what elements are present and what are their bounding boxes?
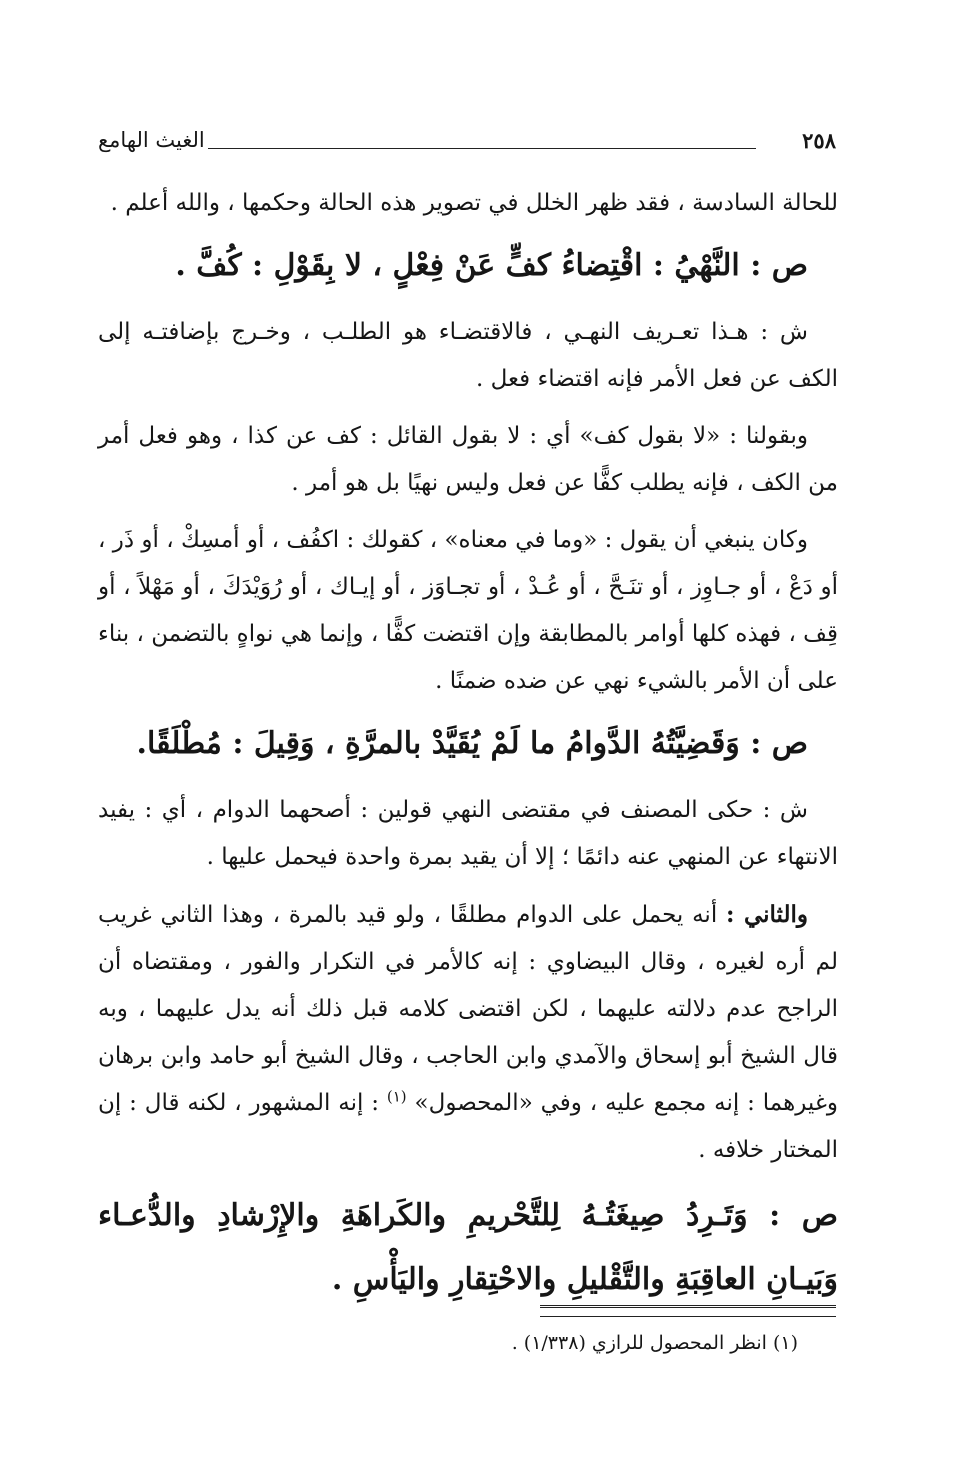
footnote-reference[interactable]: (١) [386, 1087, 407, 1106]
sharh-paragraph: ش : هـذا تعـريف النهـي ، فالاقتضـاء هو الطلـب ، وخـرج بإضافتـه إلى الكف عن فعل الأمر فإنه اقتضاء فعل . [98, 319, 838, 392]
matn-siyagh: ص : وَتَـرِدُ صِيغَتُـهُ لِلتَّحْريمِ والكَراهَةِ والإِرْشادِ والدُّعـاء وَبَيـانِ العاقِبَةِ والتَّقْليلِ والاحْتِقارِ واليَأْسِ . [98, 1198, 838, 1297]
sharh-paragraph-second-opinion [98, 891, 838, 1174]
sharh-paragraph: وبقولنا : «لا بقول كف» أي : لا بقول القائل : كف عن كذا ، وهو فعل أمر من الكف ، فإنه يطلب كفًّا عن فعل وليس نهيًا بل هو أمر . [98, 423, 838, 496]
matn-dawam: ص : وَقَضِيَّتُهُ الدَّوامُ ما لَمْ يُقَيَّدْ بالمرَّةِ ، وَقِيلَ : مُطْلَقًا. [136, 726, 808, 761]
header-rule [208, 148, 756, 149]
footnote-separator [540, 1305, 836, 1317]
paragraph-tail: : إنه المشهور ، لكنه قال : إن المختار خلافه . [98, 1090, 838, 1163]
footnote: (١) انظر المحصول للرازي (١/٣٣٨) . [511, 1332, 798, 1354]
page-number: ٢٥٨ [802, 128, 836, 153]
sharh-paragraph: ش : حكى المصنف في مقتضى النهي قولين : أصحهما الدوام ، أي : يفيد الانتهاء عن المنهي عنه دائمًا ؛ إلا أن يقيد بمرة واحدة فيحمل عليها . [98, 797, 838, 870]
lead-word: والثاني : [726, 901, 808, 928]
page-header [98, 126, 846, 160]
paragraph-continuation: للحالة السادسة ، فقد ظهر الخلل في تصوير هذه الحالة وحكمها ، والله أعلم . [110, 190, 838, 216]
sharh-paragraph: وكان ينبغي أن يقول : «وما في معناه» ، كقولك : اكفُف ، أو أمسِكْ ، أو ذَر ، أو دَعْ ، أو جـاوِز ، أو تنَـحَّ ، أو عُـدْ ، أو تجـاوَز ، أو إيـاك ، أو رُوَيْدَكَ ، أو مَهْلاً ، أو قِف ، فهذه كلها أوامر بالمطابقة وإن اقتضت كفًّا ، وإنما هي نواهٍ بالتضمن ، بناء على أن الأمر بالشيء نهي عن ضده ضمنًا . [98, 527, 838, 694]
book-title: الغيث الهامع [98, 128, 205, 152]
paragraph-text: أنه يحمل على الدوام مطلقًا ، ولو قيد بالمرة ، وهذا الثاني غريب لم أره لغيره ، وقال البيضاوي : إنه كالأمر في التكرار والفور ، ومقتضاه أن الراجح عدم دلالته عليهما ، لكن اقتضى كلامه قبل ذلك أنه يدل عليهما ، وبه قال الشيخ أبو إسحاق والآمدي وابن الحاجب ، وقال الشيخ أبو حامد وابن برهان وغيرهما : إنه مجمع عليه ، وفي «المحصول» [98, 902, 839, 1116]
page-body [98, 180, 838, 1326]
matn-definition-nahy: ص : النَّهْيُ : اقْتِضاءُ كفٍّ عَنْ فِعْلٍ ، لا بِقَوْلِ : كُفَّ . [175, 248, 808, 283]
